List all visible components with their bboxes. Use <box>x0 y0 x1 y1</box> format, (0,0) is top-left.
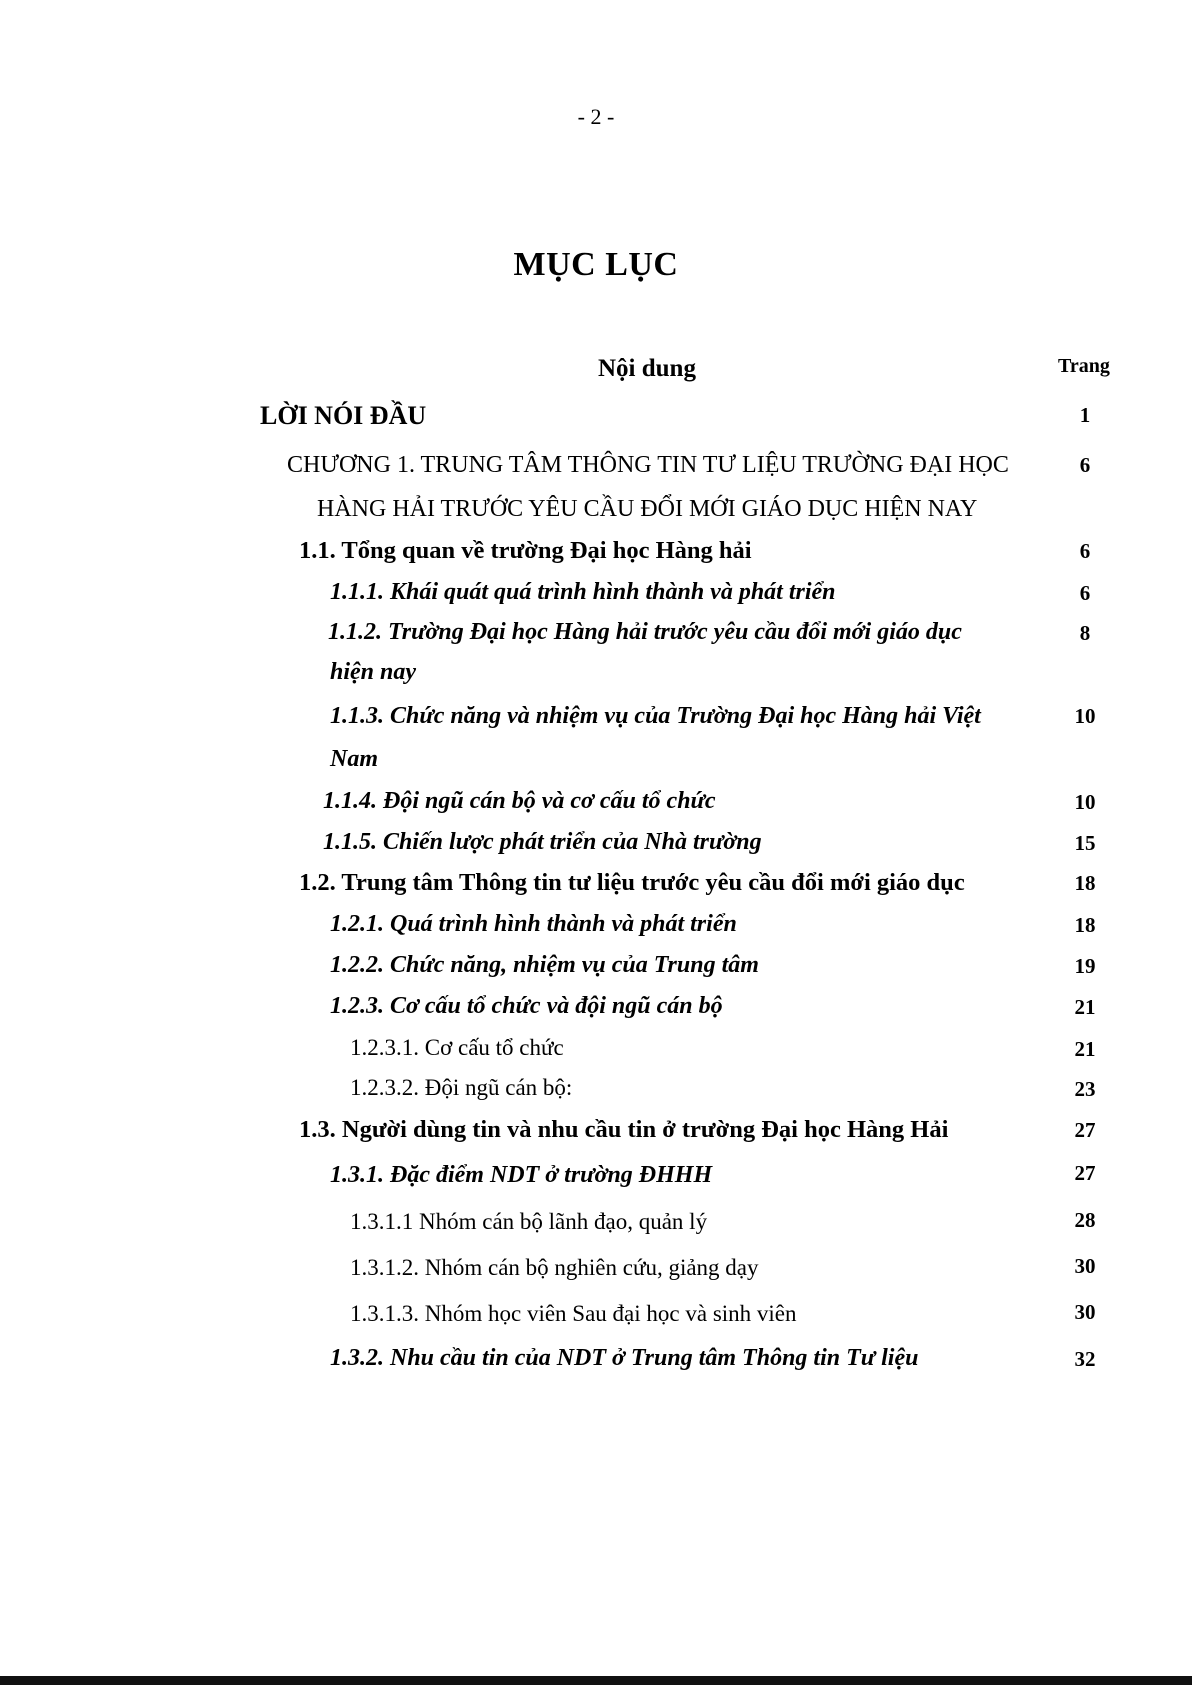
toc-entry-text: 1.1.1. Khái quát quá trình hình thành và phát triển <box>330 579 836 605</box>
toc-entry-page: 6 <box>1079 581 1091 605</box>
toc-entry-text: 1.2.3.1. Cơ cấu tổ chức <box>350 1035 564 1060</box>
toc-entry-page: 10 <box>1074 704 1096 728</box>
toc-entry-page: 6 <box>1079 453 1091 477</box>
toc-entry-text: 1.2.3.2. Đội ngũ cán bộ: <box>350 1075 573 1100</box>
toc-entry-text: 1.1.5. Chiến lược phát triển của Nhà trường <box>323 829 762 855</box>
toc-entry-page: 8 <box>1079 621 1091 645</box>
toc-entry-text: 1.2.3. Cơ cấu tổ chức và đội ngũ cán bộ <box>330 993 723 1019</box>
toc-entry-text: 1.1.2. Trường Đại học Hàng hải trước yêu cầu đổi mới giáo dục <box>328 619 962 645</box>
toc-entry-text: 1.1.3. Chức năng và nhiệm vụ của Trường Đại học Hàng hải Việt <box>330 703 981 729</box>
toc-entry-page: 19 <box>1074 954 1096 978</box>
toc-entry-text-continued: hiện nay <box>330 659 417 685</box>
toc-entry-text: 1.3.1.3. Nhóm học viên Sau đại học và sinh viên <box>350 1301 797 1326</box>
toc-entry-page: 30 <box>1074 1254 1096 1278</box>
toc-entry-page: 27 <box>1074 1118 1096 1142</box>
toc-entry-page: 32 <box>1074 1347 1096 1371</box>
toc-entry-page: 23 <box>1074 1077 1096 1101</box>
page-title: MỤC LỤC <box>513 246 679 283</box>
toc-entry-text-continued: HÀNG HẢI TRƯỚC YÊU CẦU ĐỔI MỚI GIÁO DỤC HIỆN NAY <box>317 496 978 522</box>
toc-entry-page: 27 <box>1074 1161 1096 1185</box>
toc-entry-page: 21 <box>1074 1037 1096 1061</box>
toc-entry-page: 18 <box>1074 913 1096 937</box>
toc-entry-text: 1.2. Trung tâm Thông tin tư liệu trước yêu cầu đổi mới giáo dục <box>299 869 965 896</box>
toc-entry-text: 1.3.1. Đặc điểm NDT ở trường ĐHHH <box>330 1162 713 1188</box>
toc-entry-text: LỜI NÓI ĐẦU <box>260 401 427 430</box>
toc-entry-text: CHƯƠNG 1. TRUNG TÂM THÔNG TIN TƯ LIỆU TRƯỜNG ĐẠI HỌC <box>287 452 1009 478</box>
bottom-border <box>0 1676 1192 1685</box>
toc-entry-text: 1.1.4. Đội ngũ cán bộ và cơ cấu tổ chức <box>323 788 716 814</box>
toc-entry-page: 6 <box>1079 539 1091 563</box>
toc-entry-page: 10 <box>1074 790 1096 814</box>
toc-entry-page: 15 <box>1074 831 1096 855</box>
toc-entry-page: 18 <box>1074 871 1096 895</box>
toc-entry-text: 1.2.1. Quá trình hình thành và phát triển <box>330 911 737 937</box>
toc-entry-text-continued: Nam <box>330 746 378 772</box>
toc-entry-page: 1 <box>1079 403 1091 427</box>
page-number: - 2 - <box>577 104 615 129</box>
toc-entry-text: 1.1. Tổng quan về trường Đại học Hàng hải <box>299 537 752 564</box>
toc-entry-text: 1.3. Người dùng tin và nhu cầu tin ở trường Đại học Hàng Hải <box>299 1116 949 1143</box>
toc-header-page: Trang <box>1058 355 1110 377</box>
toc-entry-text: 1.3.1.2. Nhóm cán bộ nghiên cứu, giảng dạy <box>350 1255 759 1280</box>
toc-entry-text: 1.3.1.1 Nhóm cán bộ lãnh đạo, quản lý <box>350 1209 708 1234</box>
toc-entry-page: 21 <box>1074 995 1096 1019</box>
toc-entry-page: 30 <box>1074 1300 1096 1324</box>
toc-header-content: Nội dung <box>598 355 696 382</box>
toc-entry-page: 28 <box>1074 1208 1096 1232</box>
toc-entry-text: 1.2.2. Chức năng, nhiệm vụ của Trung tâm <box>330 952 759 978</box>
toc-entry-text: 1.3.2. Nhu cầu tin của NDT ở Trung tâm Thông tin Tư liệu <box>330 1345 919 1371</box>
